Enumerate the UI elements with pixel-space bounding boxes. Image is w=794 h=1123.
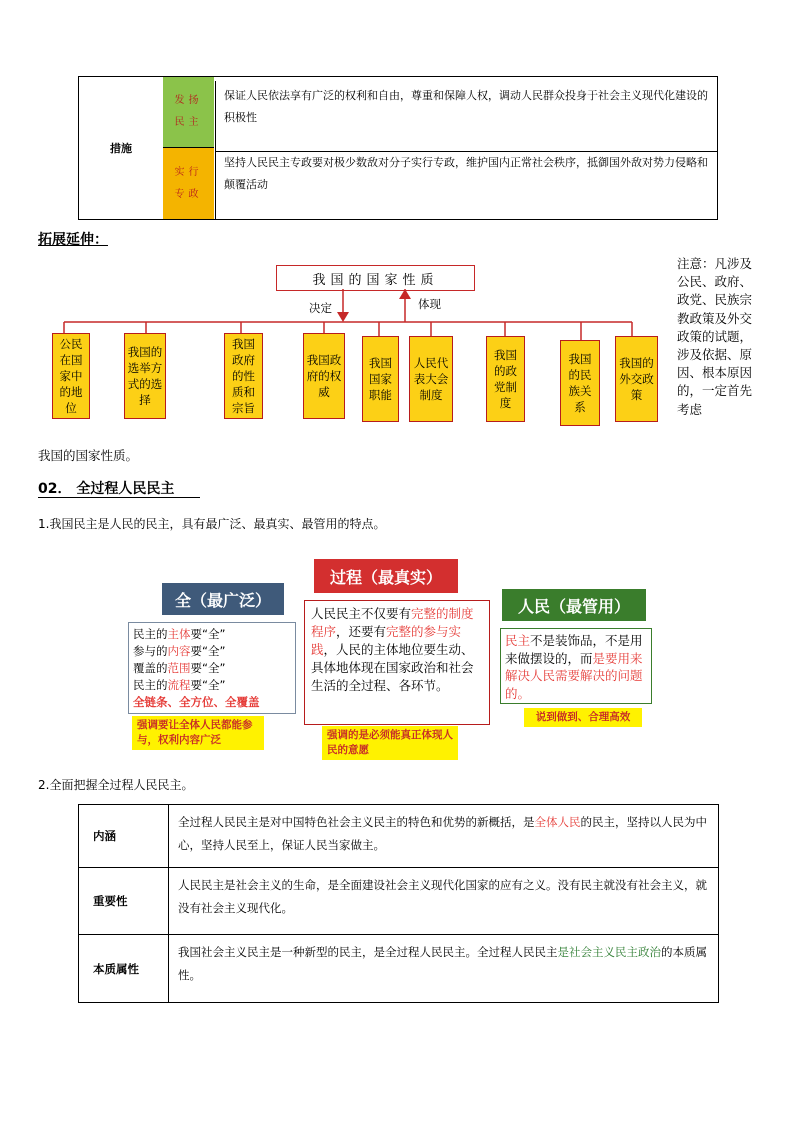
table-row bbox=[79, 868, 718, 935]
dictatorship-text: 坚持人民民主专政要对极少数敌对分子实行专政，维护国内正常社会秩序，抵御国外敌对势力侵略和颠覆活动 bbox=[215, 148, 717, 219]
extension-heading: 拓展延伸： bbox=[38, 232, 108, 248]
section-heading: 02． 全过程人民民主 bbox=[38, 478, 174, 498]
promote-democracy-tag: 发扬 民主 bbox=[163, 77, 214, 148]
diagram-box-npc: 人民代表大会制度 bbox=[409, 336, 453, 422]
left-ribbon: 全（最广泛） bbox=[162, 583, 284, 615]
diagram-box-party: 我国的政党制度 bbox=[486, 336, 525, 422]
diagram-box-government: 我国政府的性质和宗旨 bbox=[224, 333, 263, 419]
diagram-box-authority: 我国政府的权威 bbox=[303, 333, 345, 419]
attention-note: 注意：凡涉及公民、政府、政党、民族宗教政策及外交政策的试题，涉及依据、原因、根本原因的，一定首先考虑 bbox=[677, 256, 753, 417]
democracy-table bbox=[78, 804, 719, 1003]
left-line-3: 覆盖的范围要“全” bbox=[133, 661, 226, 675]
left-panel bbox=[128, 622, 296, 714]
diagram-box-citizen-status: 公民在国家中的地位 bbox=[52, 333, 90, 419]
left-green-line: 全链条、全方位、全覆盖 bbox=[133, 695, 260, 709]
row-value: 人民民主是社会主义的生命，是全面建设社会主义现代化国家的应有之义。没有民主就没有社会主义，就没有社会主义现代化。 bbox=[178, 878, 707, 915]
right-panel: 民主不是装饰品，不是用来做摆设的，而是要用来解决人民需要解决的问题的。 bbox=[500, 628, 652, 704]
row-key: 本质属性 bbox=[79, 935, 169, 1002]
left-line-1: 民主的主体要“全” bbox=[133, 627, 226, 641]
left-note: 强调要让全体人民都能参与，权利内容广泛 bbox=[132, 716, 264, 750]
middle-note: 强调的是必须能真正体现人民的意愿 bbox=[322, 726, 458, 760]
decide-label: 决定 bbox=[309, 301, 332, 315]
table-row bbox=[79, 935, 718, 1002]
row-value: 全过程人民民主是对中国特色社会主义民主的特色和优势的新概括，是全体人民的民主，坚持以人民为中心，坚持人民至上，保证人民当家做主。 bbox=[178, 815, 707, 852]
table-row bbox=[79, 805, 718, 868]
row-key: 内涵 bbox=[79, 805, 169, 867]
diagram-box-ethnic: 我国的民族关系 bbox=[560, 340, 600, 426]
point-1: 1.我国民主是人民的民主，具有最广泛、最真实、最管用的特点。 bbox=[38, 517, 386, 531]
left-line-4: 民主的流程要“全” bbox=[133, 678, 226, 692]
democracy-infographic bbox=[128, 556, 670, 758]
measures-label: 措施 bbox=[79, 77, 164, 219]
diagram-box-state-function: 我国国家职能 bbox=[362, 336, 399, 422]
right-note: 说到做到、合理高效 bbox=[524, 708, 642, 727]
state-nature-box: 我国的国家性质 bbox=[276, 265, 475, 291]
row-value: 我国社会主义民主是一种新型的民主，是全过程人民民主。全过程人民民主是社会主义民主政治的本质属性。 bbox=[178, 945, 707, 982]
promote-democracy-text: 保证人民依法享有广泛的权利和自由，尊重和保障人权，调动人民群众投身于社会主义现代化建设的积极性 bbox=[215, 81, 717, 152]
row-key: 重要性 bbox=[79, 868, 169, 934]
diagram-box-foreign: 我国的外交政策 bbox=[615, 336, 658, 422]
dictatorship-tag: 实行 专政 bbox=[163, 148, 214, 219]
middle-panel: 人民民主不仅要有完整的制度程序，还要有完整的参与实践，人民的主体地位要生动、具体地体现在国家政治和社会生活的全过程、各环节。 bbox=[304, 600, 490, 725]
point-2: 2.全面把握全过程人民民主。 bbox=[38, 778, 194, 792]
down-arrow-icon bbox=[337, 312, 349, 322]
embody-label: 体现 bbox=[418, 297, 441, 311]
diagram-box-election: 我国的选举方式的选择 bbox=[124, 333, 166, 419]
right-ribbon: 人民（最管用） bbox=[502, 589, 646, 621]
left-line-2: 参与的内容要“全” bbox=[133, 644, 226, 658]
attention-note-tail: 我国的国家性质。 bbox=[38, 448, 139, 463]
middle-ribbon: 过程（最真实） bbox=[314, 559, 458, 593]
